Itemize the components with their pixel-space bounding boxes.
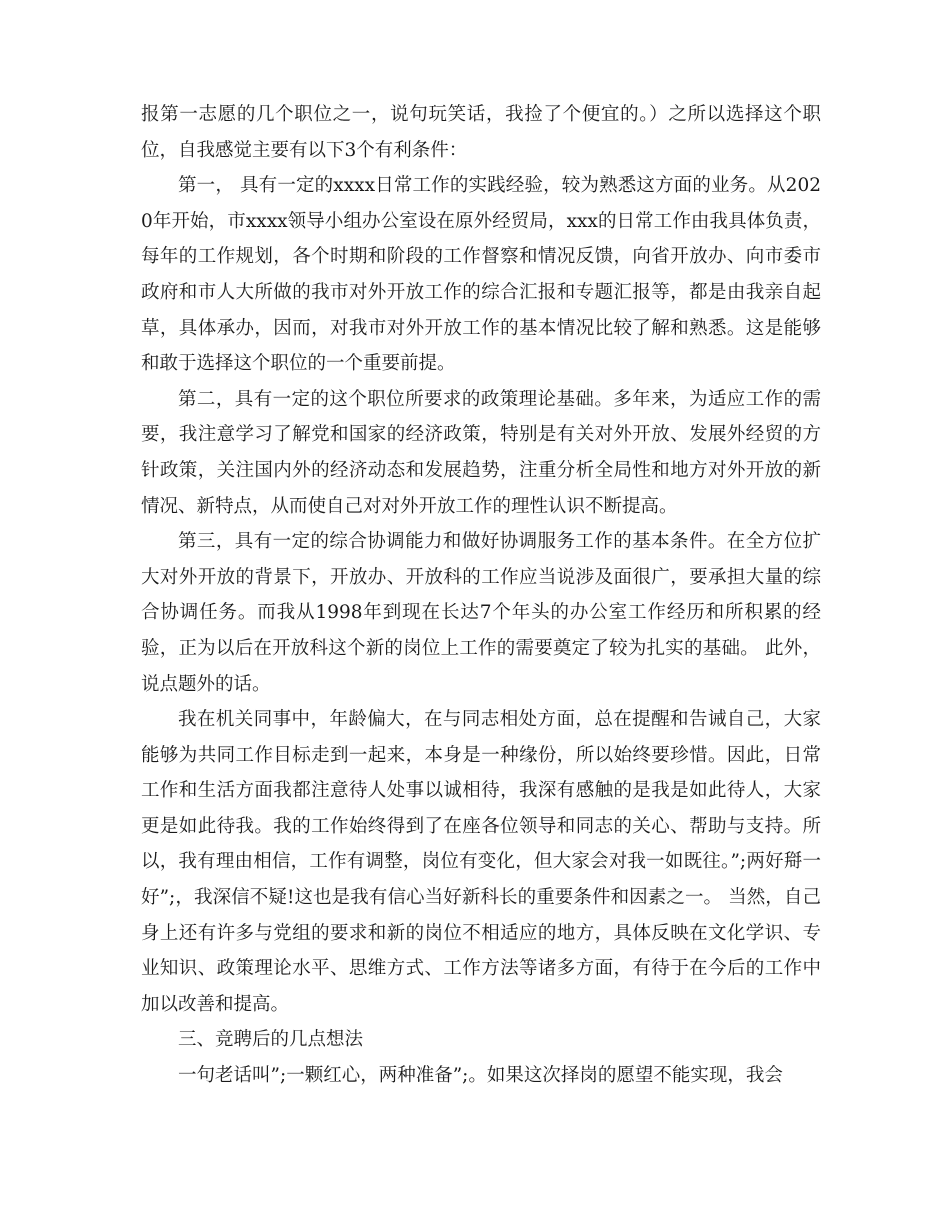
paragraph-continued: 报第一志愿的几个职位之一，说句玩笑话，我捡了个便宜的。）之所以选择这个职位，自我感觉主要有以下3个有利条件： bbox=[141, 104, 821, 161]
document-body bbox=[141, 97, 821, 1094]
paragraph-colleagues: 我在机关同事中，年龄偏大，在与同志相处方面，总在提醒和告诫自己，大家能够为共同工作目标走到一起来，本身是一种缘份，所以始终要珍惜。因此，日常工作和生活方面我都注意待人处事以诚相待，我深有感触的是我是如此待人，大家更是如此待我。我的工作始终得到了在座各位领导和同志的关心、帮助与支持。所以，我有理由相信，工作有调整，岗位有变化，但大家会对我一如既往。”;两好搿一好”;，我深信不疑!这也是我有信心当好新科长的重要条件和因素之一。 当然，自己身上还有许多与党组的要求和新的岗位不相适应的地方，具体反映在文化学识、专业知识、政策理论水平、思维方式、工作方法等诸多方面，有待于在今后的工作中加以改善和提高。 bbox=[141, 709, 821, 1015]
paragraph-saying: 一句老话叫”;一颗红心，两种准备”;。如果这次择岗的愿望不能实现，我会 bbox=[178, 1065, 783, 1087]
paragraph-second-condition: 第二，具有一定的这个职位所要求的政策理论基础。多年来，为适应工作的需要，我注意学习了解党和国家的经济政策，特别是有关对外开放、发展外经贸的方针政策，关注国内外的经济动态和发展趋势，注重分析全局性和地方对外开放的新情况、新特点，从而使自己对对外开放工作的理性认识不断提高。 bbox=[141, 388, 821, 517]
paragraph-third-condition: 第三，具有一定的综合协调能力和做好协调服务工作的基本条件。在全方位扩大对外开放的背景下，开放办、开放科的工作应当说涉及面很广，要承担大量的综合协调任务。而我从1998年到现在长达7个年头的办公室工作经历和所积累的经验，正为以后在开放科这个新的岗位上工作的需要奠定了较为扎实的基础。 此外，说点题外的话。 bbox=[141, 531, 821, 695]
section-heading: 三、竞聘后的几点想法 bbox=[178, 1029, 364, 1051]
paragraph-first-condition: 第一， 具有一定的xxxx日常工作的实践经验，较为熟悉这方面的业务。从2020年开始，市xxxx领导小组办公室设在原外经贸局，xxx的日常工作由我具体负责，每年的工作规划，各个时期和阶段的工作督察和情况反馈，向省开放办、向市委市政府和市人大所做的我市对外开放工作的综合汇报和专题汇报等，都是由我亲自起草，具体承办，因而，对我市对外开放工作的基本情况比较了解和熟悉。这是能够和敢于选择这个职位的一个重要前提。 bbox=[141, 175, 821, 375]
